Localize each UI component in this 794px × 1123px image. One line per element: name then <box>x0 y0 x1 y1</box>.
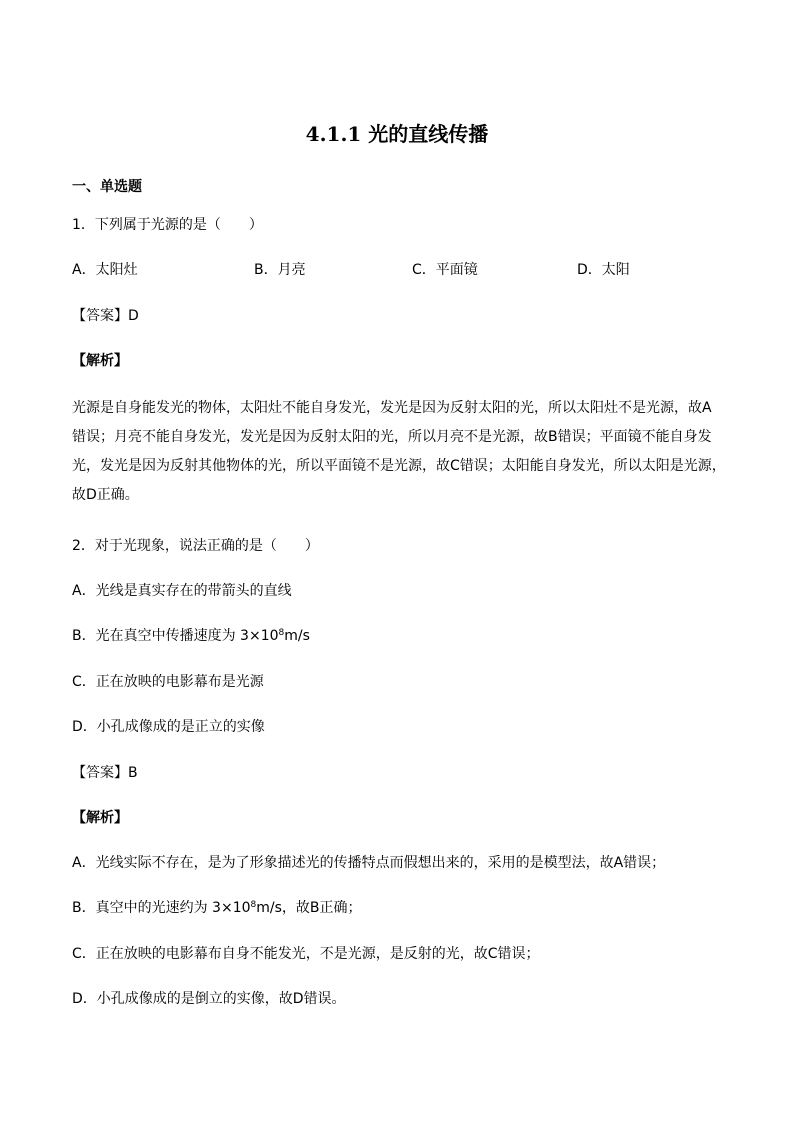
question-2-stem: 2．对于光现象，说法正确的是（ ） <box>72 538 319 554</box>
question-2-analysis-d: D．小孔成像成的是倒立的实像，故D错误。 <box>72 991 346 1007</box>
question-1-answer: 【答案】D <box>72 308 139 324</box>
option-b-exponent: 8 <box>278 628 285 638</box>
analysis-line: 光，发光是因为反射其他物体的光，所以平面镜不是光源，故C错误；太阳能自身发光，所以太阳是光源， <box>72 458 726 474</box>
analysis-b-text: B．真空中的光速约为 3×10 <box>72 900 251 916</box>
option-b-text: B．光在真空中传播速度为 3×10 <box>72 628 279 644</box>
question-2-analysis-b <box>72 898 362 918</box>
question-1-options <box>72 260 722 280</box>
analysis-b-unit: m/s，故B正确； <box>256 900 362 916</box>
option-b-unit: m/s <box>284 628 310 644</box>
question-1-analysis <box>72 394 724 510</box>
question-1-stem: 1．下列属于光源的是（ ） <box>72 217 263 233</box>
analysis-line: 错误；月亮不能自身发光，发光是因为反射太阳的光，所以月亮不是光源，故B错误；平面镜不能自身发 <box>72 429 712 445</box>
question-1-option-c: C．平面镜 <box>412 262 478 278</box>
analysis-b-exponent: 8 <box>250 900 257 910</box>
question-2-analysis-label: 【解析】 <box>72 810 128 826</box>
analysis-line: 光源是自身能发光的物体，太阳灶不能自身发光，发光是因为反射太阳的光，所以太阳灶不是光源，故A <box>72 400 712 416</box>
question-2-option-a: A．光线是真实存在的带箭头的直线 <box>72 583 292 599</box>
question-1-option-b: B．月亮 <box>254 262 306 278</box>
question-2-analysis-a: A．光线实际不存在，是为了形象描述光的传播特点而假想出来的，采用的是模型法，故A错误； <box>72 855 666 871</box>
question-1-option-d: D．太阳 <box>577 262 630 278</box>
question-2-option-b <box>72 626 310 646</box>
question-1-analysis-label: 【解析】 <box>72 353 128 369</box>
question-2-analysis-c: C．正在放映的电影幕布自身不能发光，不是光源，是反射的光，故C错误； <box>72 946 540 962</box>
question-1-option-a: A．太阳灶 <box>72 262 138 278</box>
section-heading: 一、单选题 <box>72 179 142 195</box>
question-2-option-d: D．小孔成像成的是正立的实像 <box>72 719 265 735</box>
question-2-answer: 【答案】B <box>72 765 138 781</box>
question-2-option-c: C．正在放映的电影幕布是光源 <box>72 674 264 690</box>
analysis-line: 故D正确。 <box>72 487 139 503</box>
document-title: 4.1.1 光的直线传播 <box>305 122 489 146</box>
